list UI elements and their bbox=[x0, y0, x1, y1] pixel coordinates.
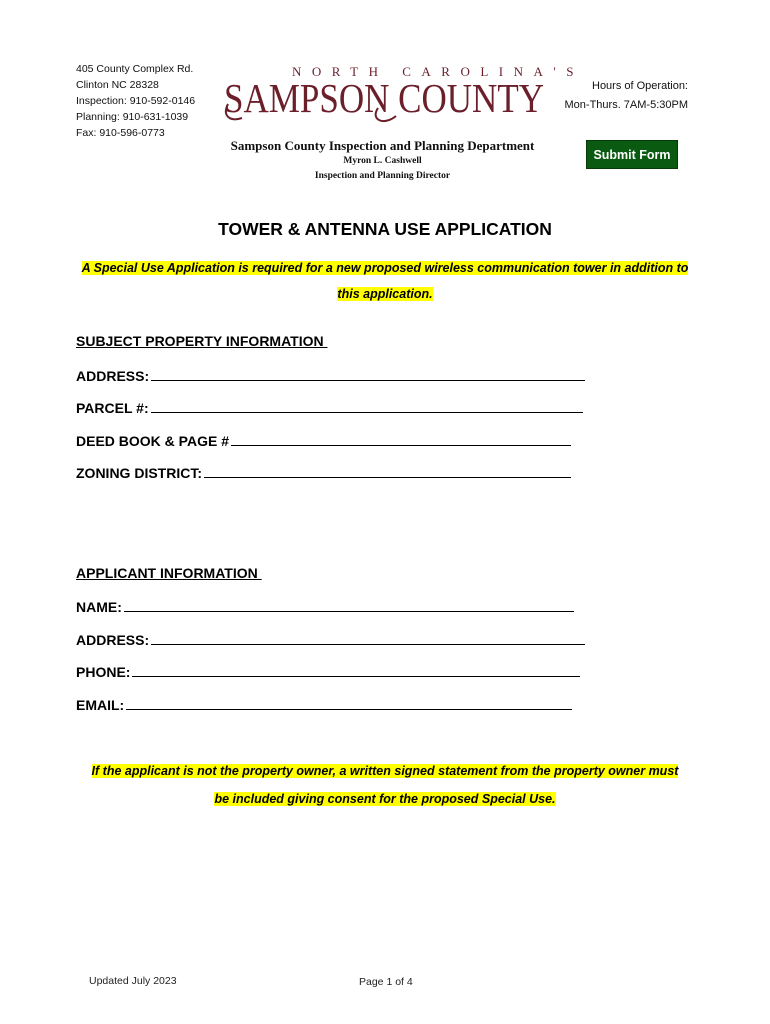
applicant-email-input[interactable] bbox=[126, 695, 572, 710]
notice-line: A Special Use Application is required for a new proposed wireless communication tower in addition to bbox=[81, 261, 689, 275]
field-label: NAME: bbox=[76, 599, 122, 615]
department-block bbox=[150, 138, 615, 184]
director-title: Inspection and Planning Director bbox=[314, 171, 451, 181]
applicant-phone-field[interactable] bbox=[76, 662, 580, 680]
field-label: ZONING DISTRICT: bbox=[76, 465, 202, 481]
page-number: Page 1 of 4 bbox=[359, 976, 413, 988]
address-line: Fax: 910-596-0773 bbox=[76, 127, 165, 139]
field-label: ADDRESS: bbox=[76, 632, 150, 648]
applicant-information-heading: APPLICANT INFORMATION bbox=[76, 565, 262, 581]
address-line: Clinton NC 28328 bbox=[76, 79, 159, 91]
applicant-phone-input[interactable] bbox=[132, 662, 580, 677]
field-label: ADDRESS: bbox=[76, 368, 150, 384]
submit-form-button[interactable]: Submit Form bbox=[586, 140, 678, 169]
deed-book-page-input[interactable] bbox=[231, 431, 571, 446]
applicant-name-input[interactable] bbox=[124, 597, 574, 612]
updated-date: Updated July 2023 bbox=[89, 975, 177, 987]
zoning-district-input[interactable] bbox=[204, 463, 571, 478]
logo-main-text: SAMPSON COUNTY bbox=[224, 75, 544, 121]
owner-consent-notice bbox=[60, 757, 710, 813]
applicant-address-field[interactable] bbox=[76, 630, 585, 648]
zoning-district-field[interactable] bbox=[76, 463, 571, 481]
property-address-field[interactable] bbox=[76, 366, 585, 384]
consent-line: be included giving consent for the proposed Special Use. bbox=[214, 792, 556, 806]
field-label: PHONE: bbox=[76, 664, 131, 680]
department-name: Sampson County Inspection and Planning Department bbox=[230, 138, 535, 153]
address-line: Inspection: 910-592-0146 bbox=[76, 95, 196, 107]
applicant-address-input[interactable] bbox=[151, 630, 585, 645]
deed-book-page-field[interactable] bbox=[76, 431, 571, 449]
director-name: Myron L. Cashwell bbox=[343, 156, 422, 166]
parcel-number-field[interactable] bbox=[76, 398, 583, 416]
sampson-county-logo bbox=[220, 60, 584, 130]
special-use-notice bbox=[60, 255, 710, 307]
parcel-number-input[interactable] bbox=[151, 398, 583, 413]
applicant-name-field[interactable] bbox=[76, 597, 574, 615]
consent-line: If the applicant is not the property owner, a written signed statement from the property owner must bbox=[91, 764, 679, 778]
property-address-input[interactable] bbox=[151, 366, 585, 381]
notice-line: this application. bbox=[337, 287, 433, 301]
field-label: EMAIL: bbox=[76, 697, 125, 713]
subject-property-heading: SUBJECT PROPERTY INFORMATION bbox=[76, 333, 328, 349]
hours-of-operation bbox=[565, 77, 688, 115]
address-line: Planning: 910-631-1039 bbox=[76, 111, 189, 123]
field-label: DEED BOOK & PAGE # bbox=[76, 433, 229, 449]
address-line: 405 County Complex Rd. bbox=[76, 63, 194, 75]
form-title: TOWER & ANTENNA USE APPLICATION bbox=[218, 219, 552, 239]
field-label: PARCEL #: bbox=[76, 400, 149, 416]
applicant-email-field[interactable] bbox=[76, 695, 572, 713]
hours-value: Mon-Thurs. 7AM-5:30PM bbox=[564, 99, 688, 111]
hours-label: Hours of Operation: bbox=[592, 80, 688, 92]
county-address-block bbox=[76, 61, 195, 141]
logo-top-text: NORTH CAROLINA'S bbox=[292, 64, 584, 79]
